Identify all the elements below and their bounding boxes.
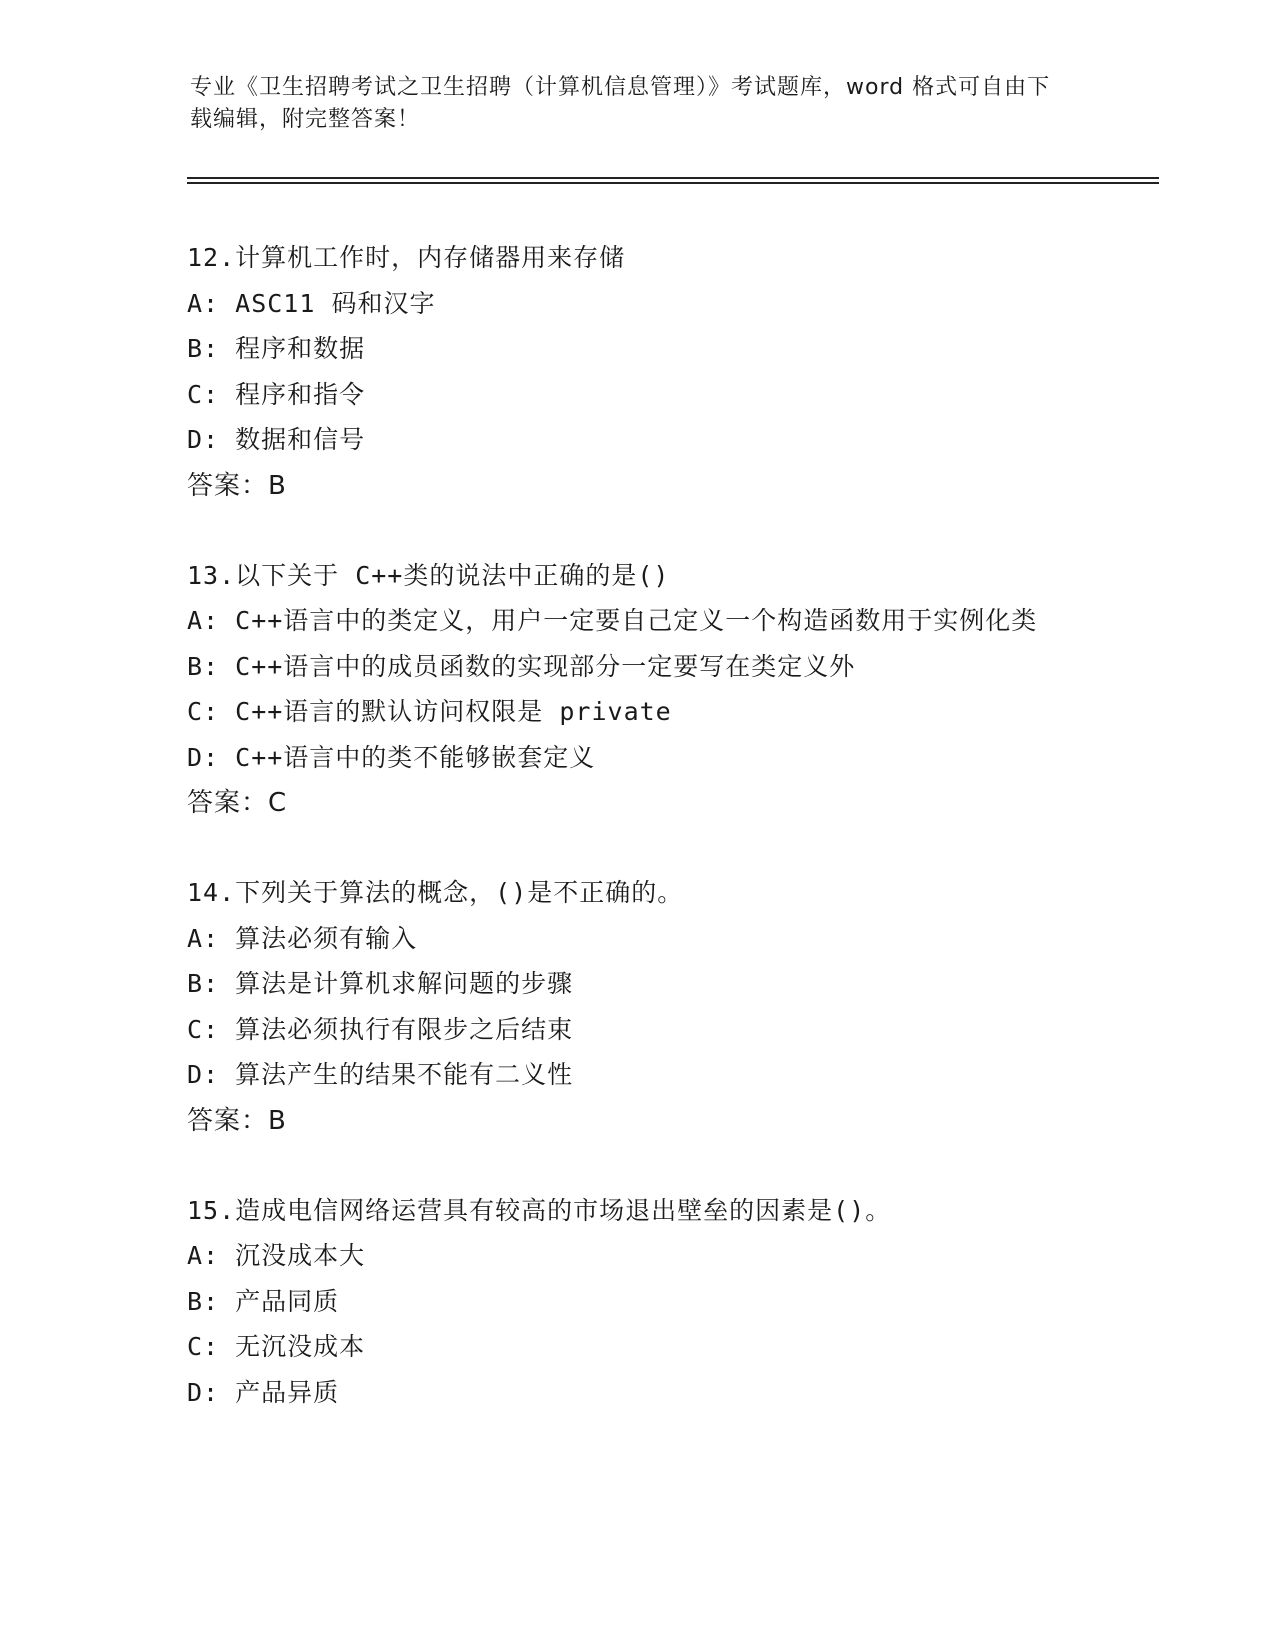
option-a: A: C++语言中的类定义，用户一定要自己定义一个构造函数用于实例化类 <box>187 606 1038 635</box>
option-a: A: 算法必须有输入 <box>187 923 418 953</box>
question-list <box>187 235 1087 1459</box>
option-b: B: 程序和数据 <box>187 334 366 363</box>
answer: 答案：C <box>187 788 288 818</box>
option-c: C: 无沉没成本 <box>187 1332 366 1361</box>
option-c: C: C++语言的默认访问权限是 private <box>187 697 672 726</box>
question-stem: 14.下列关于算法的概念，()是不正确的。 <box>187 878 684 907</box>
option-b: B: 算法是计算机求解问题的步骤 <box>187 969 574 998</box>
question-stem: 12.计算机工作时，内存储器用来存储 <box>187 243 626 272</box>
option-a: A: 沉没成本大 <box>187 1241 366 1270</box>
option-b: B: C++语言中的成员函数的实现部分一定要写在类定义外 <box>187 651 856 681</box>
question-14 <box>187 870 1087 1144</box>
option-d: D: 产品异质 <box>187 1377 340 1407</box>
document-intro: 专业《卫生招聘考试之卫生招聘（计算机信息管理）》考试题库，word 格式可自由下载编辑，附完整答案！ <box>190 75 1051 132</box>
answer: 答案：B <box>187 1105 287 1136</box>
question-15 <box>187 1188 1087 1416</box>
option-c: C: 算法必须执行有限步之后结束 <box>187 1014 574 1044</box>
question-12 <box>187 235 1087 509</box>
option-d: D: 算法产生的结果不能有二义性 <box>187 1060 574 1089</box>
option-d: D: 数据和信号 <box>187 425 366 454</box>
question-stem: 15.造成电信网络运营具有较高的市场退出壁垒的因素是()。 <box>187 1195 892 1225</box>
question-13 <box>187 553 1087 827</box>
header-divider-top <box>187 177 1159 179</box>
question-stem: 13.以下关于 C++类的说法中正确的是() <box>187 560 670 590</box>
answer: 答案：B <box>187 470 287 501</box>
option-b: B: 产品同质 <box>187 1286 340 1316</box>
option-a: A: ASC11 码和汉字 <box>187 288 436 318</box>
option-d: D: C++语言中的类不能够嵌套定义 <box>187 742 596 772</box>
header-divider-bottom <box>187 182 1159 184</box>
option-c: C: 程序和指令 <box>187 379 366 409</box>
